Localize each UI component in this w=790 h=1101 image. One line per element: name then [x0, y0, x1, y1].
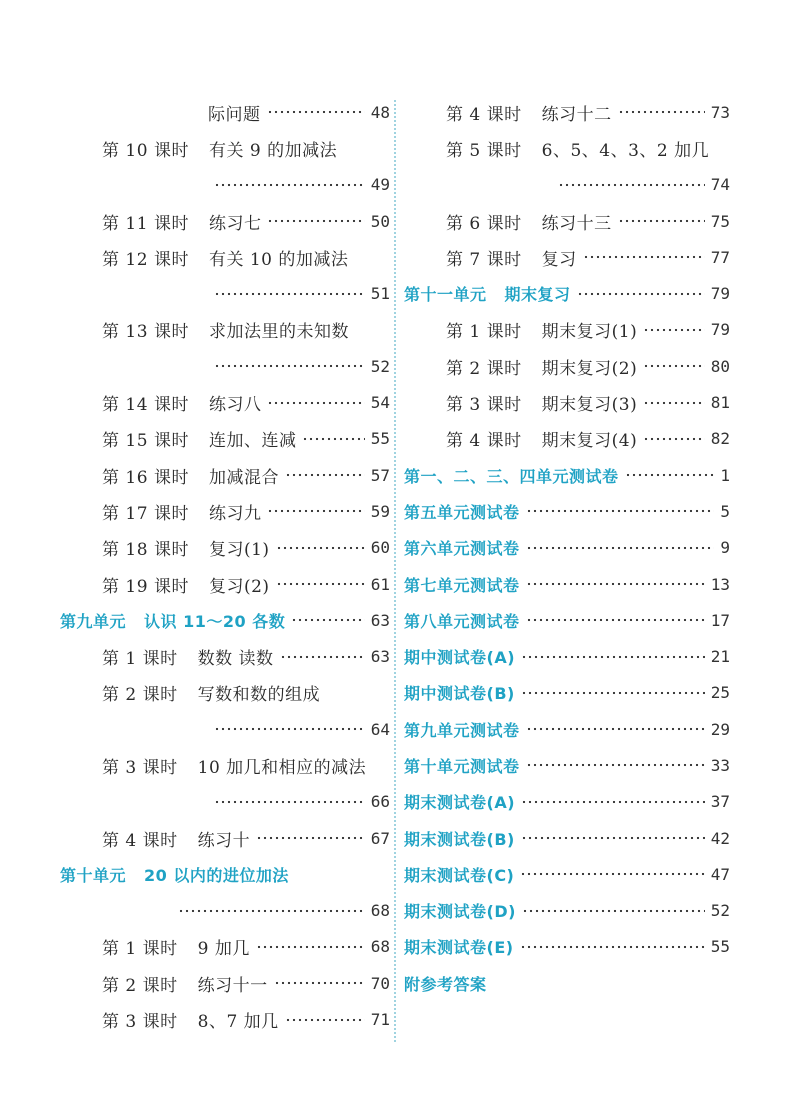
lesson-topic: 练习十一 — [197, 975, 268, 996]
lesson-topic: 8、7 加几 — [197, 1012, 279, 1033]
test-paper-entry[interactable] — [404, 675, 730, 711]
page-number: 9 — [720, 538, 730, 558]
lesson-topic: 复习(1) — [208, 540, 270, 561]
dot-leader — [583, 255, 705, 259]
page-number: 29 — [710, 719, 730, 739]
lesson-topic: 期末复习(1) — [541, 322, 638, 343]
page-number: 57 — [370, 465, 390, 485]
page-number: 61 — [370, 574, 390, 594]
dot-leader — [276, 546, 365, 550]
page-number: 33 — [710, 755, 730, 775]
dot-leader — [618, 110, 705, 114]
lesson-number: 第 3 课时 — [446, 395, 522, 416]
test-paper-title: 期末测试卷(B) — [404, 829, 515, 849]
dot-leader — [643, 328, 705, 332]
lesson-number: 第 17 课时 — [102, 503, 189, 524]
page-number: 1 — [720, 465, 730, 485]
test-paper-title: 期中测试卷(A) — [404, 648, 516, 668]
toc-entry[interactable] — [404, 348, 730, 384]
lesson-topic: 期末复习(3) — [541, 395, 638, 416]
dot-leader — [521, 800, 705, 804]
toc-entry[interactable] — [404, 421, 730, 457]
toc-right-column — [404, 94, 730, 1001]
dot-leader — [214, 800, 365, 804]
test-paper-title: 第五单元测试卷 — [404, 502, 520, 522]
unit-heading[interactable] — [404, 275, 730, 311]
lesson-number: 第 13 课时 — [102, 322, 189, 343]
dot-leader — [526, 618, 705, 622]
toc-entry-continuation[interactable] — [60, 711, 390, 747]
lesson-topic: 有关 9 的加减法 — [208, 140, 338, 161]
toc-entry[interactable] — [404, 130, 730, 166]
appendix-entry[interactable] — [404, 965, 730, 1001]
test-paper-title: 期末测试卷(E) — [404, 938, 514, 958]
toc-entry[interactable] — [404, 312, 730, 348]
test-paper-title: 第八单元测试卷 — [404, 611, 520, 631]
toc-entry[interactable] — [60, 1001, 390, 1037]
lesson-topic: 复习(2) — [208, 576, 270, 597]
page-number: 55 — [370, 429, 390, 449]
unit-title: 20 以内的进位加法 — [144, 865, 289, 885]
dot-leader — [521, 691, 705, 695]
test-paper-title: 第十单元测试卷 — [404, 756, 520, 776]
dot-leader — [256, 836, 365, 840]
toc-entry-continuation[interactable] — [60, 167, 390, 203]
toc-entry[interactable] — [60, 312, 390, 348]
page-number: 37 — [710, 792, 730, 812]
page-number: 80 — [710, 356, 730, 376]
unit-heading[interactable] — [60, 602, 390, 638]
lesson-number: 第 10 课时 — [102, 140, 189, 161]
test-paper-entry[interactable] — [404, 457, 730, 493]
dot-leader — [643, 437, 705, 441]
toc-entry[interactable] — [60, 747, 390, 783]
lesson-topic: 写数和数的组成 — [197, 685, 321, 706]
page-number: 64 — [370, 719, 390, 739]
dot-leader — [267, 110, 365, 114]
column-divider — [394, 100, 396, 1042]
toc-entry[interactable] — [60, 457, 390, 493]
toc-entry[interactable] — [404, 239, 730, 275]
page-number: 71 — [370, 1010, 390, 1030]
test-paper-title: 第一、二、三、四单元测试卷 — [404, 466, 619, 486]
toc-entry[interactable] — [60, 530, 390, 566]
lesson-number: 第 2 课时 — [102, 975, 178, 996]
lesson-topic: 6、5、4、3、2 加几 — [541, 140, 710, 161]
dot-leader — [526, 763, 705, 767]
lesson-topic-continued: 际问题 — [208, 104, 261, 125]
page-number: 54 — [370, 393, 390, 413]
page-number: 66 — [370, 792, 390, 812]
lesson-number: 第 1 课时 — [102, 649, 178, 670]
lesson-topic: 期末复习(4) — [541, 431, 638, 452]
toc-left-column — [60, 94, 390, 1038]
lesson-topic: 9 加几 — [197, 939, 250, 960]
page-number: 67 — [370, 828, 390, 848]
test-paper-entry[interactable] — [404, 784, 730, 820]
page-number: 75 — [710, 211, 730, 231]
test-paper-title: 期末测试卷(D) — [404, 902, 516, 922]
test-paper-entry[interactable] — [404, 893, 730, 929]
dot-leader — [214, 364, 365, 368]
lesson-topic: 10 加几和相应的减法 — [197, 757, 367, 778]
lesson-topic: 加减混合 — [208, 467, 279, 488]
page-number: 79 — [710, 284, 730, 304]
toc-entry[interactable] — [404, 203, 730, 239]
page-number: 68 — [370, 901, 390, 921]
page-number: 63 — [370, 647, 390, 667]
dot-leader — [558, 183, 705, 187]
lesson-topic: 练习十二 — [541, 104, 612, 125]
dot-leader — [285, 473, 365, 477]
dot-leader — [526, 582, 705, 586]
dot-leader — [274, 981, 365, 985]
toc-entry[interactable] — [404, 94, 730, 130]
dot-leader — [643, 364, 705, 368]
dot-leader — [522, 909, 705, 913]
lesson-topic: 连加、连减 — [208, 431, 297, 452]
dot-leader — [214, 292, 365, 296]
test-paper-title: 期中测试卷(B) — [404, 684, 515, 704]
lesson-topic: 数数 读数 — [197, 649, 274, 670]
lesson-number: 第 6 课时 — [446, 213, 522, 234]
lesson-number: 第 14 课时 — [102, 395, 189, 416]
dot-leader — [302, 437, 364, 441]
dot-leader — [625, 473, 715, 477]
page-number: 82 — [710, 429, 730, 449]
toc-entry[interactable] — [60, 820, 390, 856]
test-paper-title: 期末测试卷(C) — [404, 865, 515, 885]
test-paper-entry[interactable] — [404, 929, 730, 965]
page-number: 48 — [370, 102, 390, 122]
lesson-topic: 有关 10 的加减法 — [208, 249, 349, 270]
page-number: 79 — [710, 320, 730, 340]
test-paper-title: 第七单元测试卷 — [404, 575, 520, 595]
dot-leader — [520, 872, 704, 876]
dot-leader — [178, 909, 365, 913]
page-number: 21 — [710, 647, 730, 667]
unit-title: 认识 11～20 各数 — [144, 611, 286, 631]
lesson-number: 第 4 课时 — [102, 830, 178, 851]
lesson-number: 第 19 课时 — [102, 576, 189, 597]
unit-number: 第九单元 — [60, 611, 127, 631]
test-paper-entry[interactable] — [404, 638, 730, 674]
lesson-topic: 练习十 — [197, 830, 251, 851]
test-paper-entry[interactable] — [404, 747, 730, 783]
page-number: 52 — [370, 356, 390, 376]
lesson-number: 第 3 课时 — [102, 1012, 178, 1033]
lesson-number: 第 12 课时 — [102, 249, 189, 270]
toc-entry[interactable] — [60, 384, 390, 420]
page-number: 50 — [370, 211, 390, 231]
dot-leader — [526, 546, 715, 550]
dot-leader — [291, 618, 365, 622]
dot-leader — [643, 401, 705, 405]
page-number: 17 — [710, 610, 730, 630]
lesson-number: 第 2 课时 — [446, 358, 522, 379]
test-paper-entry[interactable] — [404, 493, 730, 529]
lesson-topic: 练习七 — [208, 213, 262, 234]
unit-number: 第十一单元 — [404, 285, 487, 305]
dot-leader — [214, 727, 365, 731]
page-number: 42 — [710, 828, 730, 848]
dot-leader — [526, 509, 715, 513]
test-paper-entry[interactable] — [404, 602, 730, 638]
lesson-number: 第 4 课时 — [446, 104, 522, 125]
lesson-number: 第 7 课时 — [446, 249, 522, 270]
unit-title: 期末复习 — [504, 285, 571, 305]
toc-entry-continuation[interactable] — [60, 893, 390, 929]
lesson-number: 第 18 课时 — [102, 540, 189, 561]
lesson-topic: 求加法里的未知数 — [208, 322, 349, 343]
page-number: 55 — [710, 937, 730, 957]
toc-entry[interactable] — [60, 566, 390, 602]
lesson-number: 第 16 课时 — [102, 467, 189, 488]
page-number: 52 — [710, 901, 730, 921]
page-number: 47 — [710, 864, 730, 884]
page-number: 68 — [370, 937, 390, 957]
toc-entry-continuation[interactable] — [60, 275, 390, 311]
lesson-topic: 期末复习(2) — [541, 358, 638, 379]
toc-entry[interactable] — [60, 421, 390, 457]
test-paper-entry[interactable] — [404, 530, 730, 566]
toc-entry[interactable] — [60, 675, 390, 711]
page-number: 59 — [370, 501, 390, 521]
toc-entry[interactable] — [60, 239, 390, 275]
dot-leader — [521, 655, 705, 659]
lesson-number: 第 11 课时 — [102, 213, 189, 234]
unit-number: 第十单元 — [60, 865, 127, 885]
toc-entry[interactable] — [60, 203, 390, 239]
toc-entry[interactable] — [60, 493, 390, 529]
dot-leader — [577, 292, 705, 296]
toc-entry[interactable] — [404, 384, 730, 420]
toc-entry[interactable] — [60, 929, 390, 965]
test-paper-entry[interactable] — [404, 820, 730, 856]
test-paper-title: 期末测试卷(A) — [404, 793, 516, 813]
dot-leader — [256, 945, 365, 949]
toc-entry-continuation[interactable] — [404, 167, 730, 203]
test-paper-entry[interactable] — [404, 856, 730, 892]
page-number: 51 — [370, 284, 390, 304]
lesson-topic: 复习 — [541, 249, 577, 270]
dot-leader — [280, 655, 365, 659]
dot-leader — [618, 219, 705, 223]
appendix-title: 附参考答案 — [404, 974, 487, 994]
lesson-topic: 练习八 — [208, 395, 262, 416]
lesson-number: 第 15 课时 — [102, 431, 189, 452]
unit-heading[interactable] — [60, 856, 390, 892]
toc-entry[interactable] — [60, 638, 390, 674]
lesson-number: 第 4 课时 — [446, 431, 522, 452]
page-number: 74 — [710, 175, 730, 195]
page-number: 25 — [710, 683, 730, 703]
page-number: 77 — [710, 247, 730, 267]
dot-leader — [285, 1018, 365, 1022]
toc-entry-continuation[interactable] — [60, 784, 390, 820]
lesson-topic: 练习十三 — [541, 213, 612, 234]
toc-entry-continuation[interactable] — [60, 348, 390, 384]
dot-leader — [526, 727, 705, 731]
lesson-number: 第 1 课时 — [446, 322, 522, 343]
toc-entry-continuation[interactable] — [60, 94, 390, 130]
lesson-topic: 练习九 — [208, 503, 262, 524]
lesson-number: 第 1 课时 — [102, 939, 178, 960]
dot-leader — [267, 509, 364, 513]
page-number: 60 — [370, 538, 390, 558]
lesson-number: 第 2 课时 — [102, 685, 178, 706]
toc-entry[interactable] — [60, 965, 390, 1001]
page-number: 81 — [710, 393, 730, 413]
test-paper-title: 第九单元测试卷 — [404, 720, 520, 740]
lesson-number: 第 5 课时 — [446, 140, 522, 161]
dot-leader — [520, 945, 705, 949]
page-number: 5 — [720, 501, 730, 521]
test-paper-entry[interactable] — [404, 566, 730, 602]
page-number: 73 — [710, 102, 730, 122]
test-paper-title: 第六单元测试卷 — [404, 539, 520, 559]
toc-entry[interactable] — [60, 130, 390, 166]
page-number: 63 — [370, 610, 390, 630]
dot-leader — [267, 401, 364, 405]
page-number: 70 — [370, 973, 390, 993]
page-number: 49 — [370, 175, 390, 195]
lesson-number: 第 3 课时 — [102, 757, 178, 778]
dot-leader — [214, 183, 365, 187]
dot-leader — [521, 836, 705, 840]
page-number: 13 — [710, 574, 730, 594]
dot-leader — [276, 582, 365, 586]
test-paper-entry[interactable] — [404, 711, 730, 747]
dot-leader — [267, 219, 364, 223]
